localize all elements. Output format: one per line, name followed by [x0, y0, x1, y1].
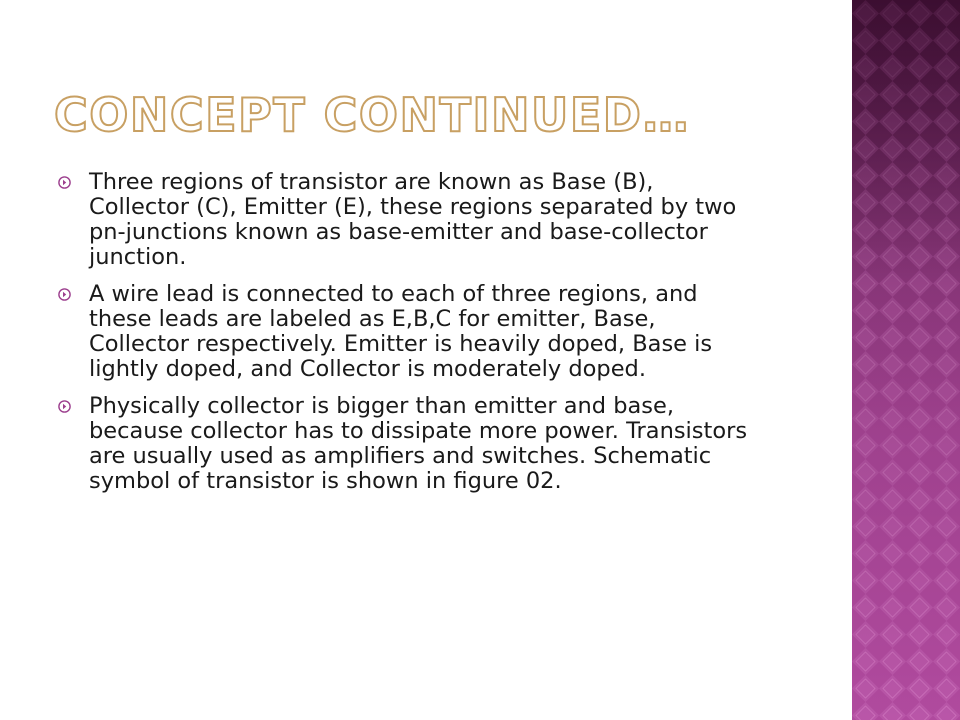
diamond-pattern: [852, 0, 960, 720]
bullet-item: [58, 282, 758, 382]
bullet-item: [58, 394, 758, 494]
bullet-text: Three regions of transistor are known as Base (B), Collector (C), Emitter (E), these regions separated by two pn-junctions known as base-emitter and base-collector junction.: [89, 169, 737, 270]
decorative-side-panel: [852, 0, 960, 720]
circled-arrow-icon: [58, 288, 71, 301]
circled-arrow-icon: [58, 176, 71, 189]
circled-arrow-icon: [58, 400, 71, 413]
bullet-item: [58, 170, 758, 270]
bullet-list: [58, 170, 758, 506]
bullet-text: A wire lead is connected to each of three regions, and these leads are labeled as E,B,C for emitter, Base, Collector respectively. Emitter is heavily doped, Base is lightly doped, and Collector is moderately doped.: [89, 281, 713, 382]
bullet-text: Physically collector is bigger than emitter and base, because collector has to dissipate more power. Transistors are usually used as amplifiers and switches. Schematic symbol of transistor is shown in figure 02.: [89, 393, 748, 494]
slide-title: CONCEPT CONTINUED…: [54, 88, 690, 142]
